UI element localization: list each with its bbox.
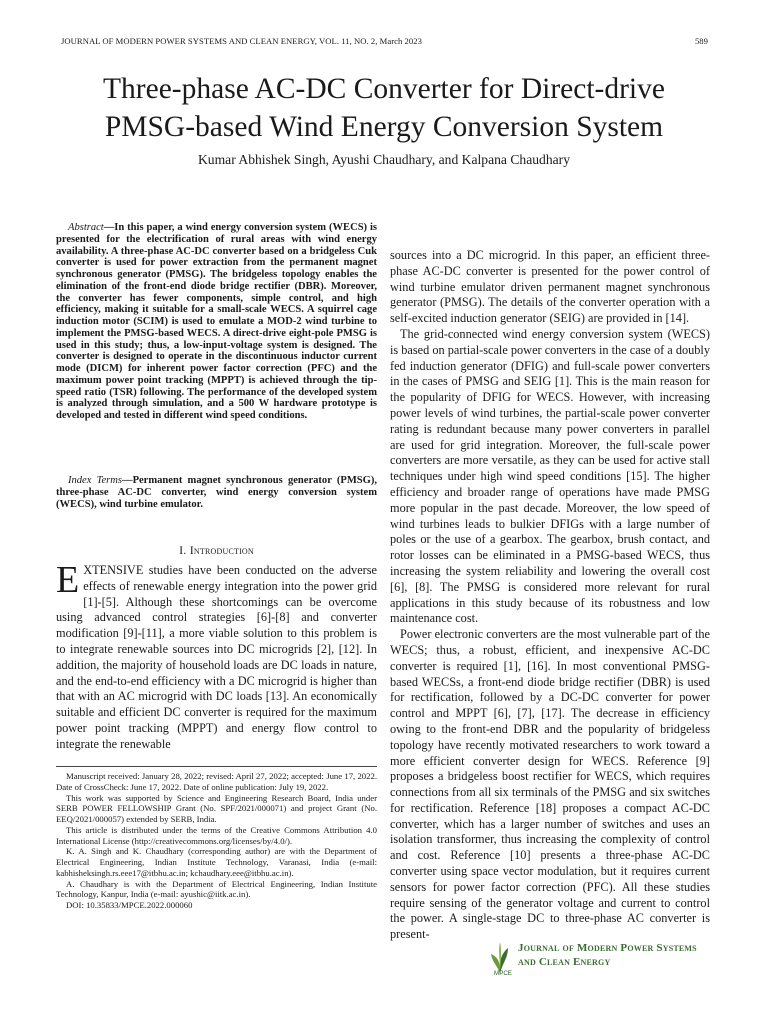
body-paragraph: The grid-connected wind energy conversion system (WECS) is based on partial-scale power converters in the case of a doubly fed induction generator (DFIG) and full-scale power converters in the cases of PMSG and SEIG [1]. This is the main reason for the popularity of DFIG for WECS. However, with increasing power levels of wind turbines, the partial-scale power converter rating is redundant because many power converters in parallel are used for grid integration. Moreover, the full-scale power converters are more versatile, as they can be used for active stall techniques under high wind speed conditions [15]. The higher efficiency and broader range of operations have made PMSG more popular in the past decade. Moreover, the low speed of wind turbines leads to bulkier DFIGs with a large number of poles or the use of a gearbox. The gearbox, brush contact, and rotor losses can be eliminated in a PMSG-based WECS, thus increasing the system reliability and lowering the overall cost [6], [8]. The PMSG is considered more relevant for rural applications in this study because of its robustness and low maintenance cost.	[390, 326, 710, 626]
title-line-1: Three-phase AC-DC Converter for Direct-drive	[103, 73, 665, 105]
body-paragraph: Power electronic converters are the most vulnerable part of the WECS; thus, a robust, efficient, and inexpensive AC-DC converter is required [1], [16]. In most conventional PMSG-based WECSs, a front-end diode bridge rectifier (DBR) is used for rectification, followed by a DC-DC converter for power control and MPPT [6], [7], [17]. The decrease in efficiency owing to the front-end DBR and the popularity of bridgeless topology have recently motivated researchers to work toward a more efficient converter design for WECS. Reference [9] proposes a bridgeless boost rectifier for WECS, which requires connections from all six terminals of the PMSG and six switches for rectification. Reference [18] proposes a compact AC-DC converter, which has a larger number of switches and uses an isolation transformer, thus increasing the complexity of control and cost. Reference [10] presents a three-phase AC-DC converter using space vector modulation, but it requires current sensors for power factor correction (PFC). All these studies require sensing of the generator voltage and current to control the power. A single-stage DC to three-phase AC converter is present-	[390, 627, 710, 942]
journal-logo	[488, 936, 728, 980]
page-number: 589	[694, 36, 708, 46]
paper-title	[40, 70, 728, 146]
footnote-rule	[56, 766, 377, 767]
running-header	[61, 36, 708, 50]
logo-line-1: Journal of Modern Power Systems	[518, 942, 697, 954]
footnote-doi: DOI: 10.35833/MPCE.2022.000060	[66, 900, 193, 910]
section-heading	[56, 543, 377, 558]
intro-paragraph	[56, 559, 377, 753]
footnote-license: This article is distributed under the terms of the Creative Commons Attribution 4.0 International License (http://creativecommons.org/licenses/by/4.0/).	[56, 824, 377, 846]
index-terms-label: Index Terms	[68, 475, 123, 486]
abstract-label: Abstract	[68, 222, 104, 233]
footnote-manuscript: Manuscript received: January 28, 2022; revised: April 27, 2022; accepted: June 17, 2022. Date of CrossCheck: June 17, 2022. Date of online publication: July 19, 2022.	[56, 771, 377, 792]
author-list: Kumar Abhishek Singh, Ayushi Chaudhary, and Kalpana Chaudhary	[197, 152, 570, 167]
logo-badge: MPCE	[494, 970, 512, 977]
section-title: Introduction	[189, 543, 254, 557]
footnotes	[56, 771, 377, 911]
logo-journal-name	[518, 942, 697, 969]
index-terms	[56, 475, 377, 510]
logo-line-2: and Clean Energy	[518, 955, 611, 968]
title-line-2: PMSG-based Wind Energy Conversion System	[104, 111, 664, 143]
drop-cap: E	[56, 559, 80, 601]
right-column	[390, 248, 710, 943]
abstract-text: —In this paper, a wind energy conversion system (WECS) is presented for the electrification of rural areas with wind energy availability. A three-phase AC-DC converter based on a bridgeless Cuk converter is used for power extraction from the permanent magnet synchronous generator (PMSG). The bridgeless topology enables the elimination of the front-end diode bridge rectifier (DBR). Moreover, the converter has fewer components, simple control, and high efficiency, making it suitable for a small-scale WECS. A squirrel cage induction motor (SCIM) is used to emulate a MOD-2 wind turbine to implement the PMSG-based WECS. A direct-drive eight-pole PMSG is used in this study; thus, a low-input-voltage system is designed. The converter is designed to operate in the discontinuous inductor current mode (DICM) for inherent power factor correction (PFC) and the maximum power point tracking (MPPT) is achieved through the tip-speed ratio (TSR) following. The performance of the developed system is analyzed through simulation, and a 500 W hardware prototype is developed and tested in different wind speed conditions.	[56, 222, 377, 421]
journal-header: JOURNAL OF MODERN POWER SYSTEMS AND CLEAN ENERGY, VOL. 11, NO. 2, March 2023	[61, 36, 422, 46]
intro-text: XTENSIVE studies have been conducted on the adverse effects of renewable energy integration into the power grid [1]-[5]. Although these shortcomings can be overcome using advanced control strategies [6]-[8] and converter modification [9]-[11], a more viable solution to this problem is to integrate renewable sources into DC microgrids [2], [12]. In addition, the majority of household loads are DC loads in nature, and the end-to-end efficiency with a DC microgrid is higher than that with an AC microgrid with DC loads [13]. An economically suitable and efficient DC converter is required for the maximum power point tracking (MPPT) and energy flow control to integrate the renewable	[56, 563, 377, 751]
index-terms-text: —Permanent magnet synchronous generator (PMSG), three-phase AC-DC converter, wind energy conversion system (WECS), wind turbine emulator.	[56, 475, 377, 510]
footnote-funding: This work was supported by Science and Engineering Research Board, India under SERB POWER FELLOWSHIP Grant (No. SPF/2021/000071) and project Grant (No. EEQ/2021/000057) extended by SERB, India.	[56, 792, 377, 824]
body-paragraph: sources into a DC microgrid. In this paper, an efficient three-phase AC-DC converter is presented for the power control of wind turbine emulator driven permanent magnet synchronous generator (PMSG). The details of the converter operation with a self-excited induction generator (SEIG) are provided in [14].	[390, 248, 710, 326]
section-number: I.	[179, 543, 190, 557]
footnote-affiliation-2: A. Chaudhary is with the Department of Electrical Engineering, Indian Institute Technology, Kanpur, India (e-mail: ayushic@iitk.ac.in).	[56, 878, 377, 900]
footnote-affiliation-1: K. A. Singh and K. Chaudhary (corresponding author) are with the Department of Electrical Engineering, Indian Institute Technology, Varanasi, India (e-mail: kabhisheksingh.rs.eee17@itbhu.ac.in; kchaudhary.eee@itbhu.ac.in).	[56, 846, 377, 878]
abstract	[56, 222, 377, 422]
